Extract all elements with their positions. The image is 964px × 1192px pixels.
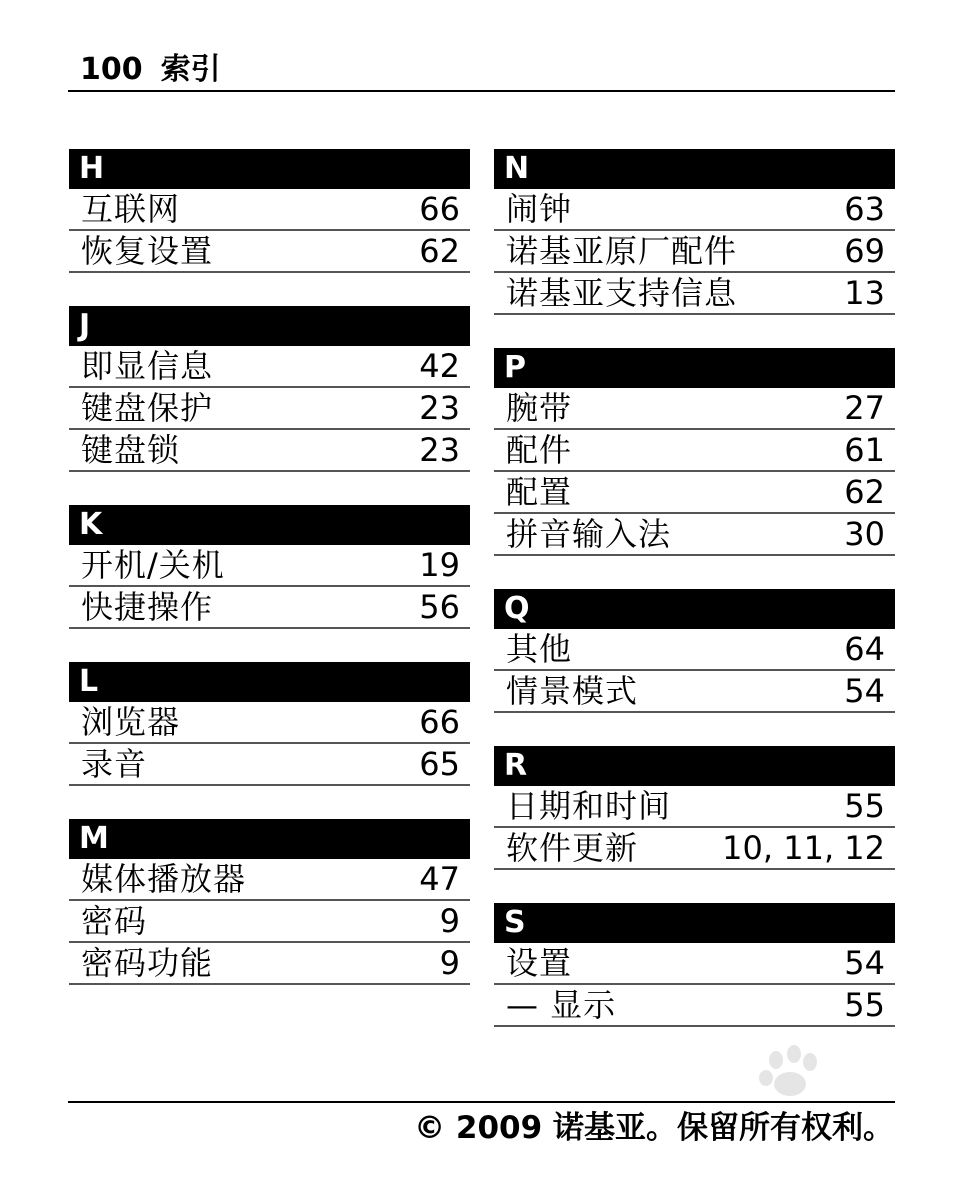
index-page-ref: 10, 11, 12 <box>722 829 885 867</box>
index-page-ref: 62 <box>844 473 885 511</box>
index-term: 腕带 <box>506 389 573 427</box>
index-term: — 显示 <box>506 986 617 1024</box>
index-term: 录音 <box>81 745 148 783</box>
index-term: 闹钟 <box>506 190 573 228</box>
index-entry <box>69 859 470 901</box>
index-entry <box>69 231 470 273</box>
index-entry <box>69 346 470 388</box>
page-title: 索引 <box>160 52 221 87</box>
index-page-ref: 64 <box>844 630 885 668</box>
index-term: 密码 <box>81 902 148 940</box>
index-term: 浏览器 <box>81 703 181 741</box>
section-letter-header: R <box>494 746 895 786</box>
index-section-q <box>494 589 895 713</box>
section-letter-header: L <box>69 662 470 702</box>
index-page-ref: 27 <box>844 389 885 427</box>
index-page-ref: 42 <box>419 347 460 385</box>
index-page-ref: 47 <box>419 860 460 898</box>
index-term: 媒体播放器 <box>81 860 247 898</box>
index-page-ref: 62 <box>419 232 460 270</box>
index-entry <box>69 587 470 629</box>
index-page-ref: 63 <box>844 190 885 228</box>
index-term: 快捷操作 <box>81 588 214 626</box>
index-page-ref: 61 <box>844 431 885 469</box>
index-entry <box>494 514 895 556</box>
page-number: 100 <box>80 52 143 87</box>
index-page-ref: 54 <box>844 944 885 982</box>
index-term: 设置 <box>506 944 573 982</box>
index-term: 键盘锁 <box>81 431 181 469</box>
index-term: 密码功能 <box>81 944 214 982</box>
section-letter-header: N <box>494 149 895 189</box>
index-entry <box>494 472 895 514</box>
index-page-ref: 69 <box>844 232 885 270</box>
index-page-ref: 66 <box>419 190 460 228</box>
index-entry <box>494 388 895 430</box>
index-section-l <box>69 662 470 786</box>
index-entry <box>69 744 470 786</box>
index-term: 日期和时间 <box>506 787 672 825</box>
index-page-ref: 65 <box>419 745 460 783</box>
index-term: 配置 <box>506 473 573 511</box>
index-entry <box>69 943 470 985</box>
index-section-r <box>494 746 895 870</box>
index-page-ref: 13 <box>844 274 885 312</box>
index-entry <box>69 189 470 231</box>
index-page-ref: 56 <box>419 588 460 626</box>
index-term: 软件更新 <box>506 829 639 867</box>
index-term: 诺基亚支持信息 <box>506 274 738 312</box>
index-term: 诺基亚原厂配件 <box>506 232 738 270</box>
index-section-h <box>69 149 470 273</box>
index-page-ref: 30 <box>844 515 885 553</box>
index-page-ref: 55 <box>844 787 885 825</box>
index-page-ref: 66 <box>419 703 460 741</box>
index-term: 开机/关机 <box>81 546 225 584</box>
section-letter-header: P <box>494 348 895 388</box>
index-term: 拼音输入法 <box>506 515 672 553</box>
index-section-j <box>69 306 470 472</box>
index-section-s <box>494 903 895 1027</box>
index-column-right <box>494 149 895 1060</box>
index-page-ref: 23 <box>419 389 460 427</box>
section-letter-header: M <box>69 819 470 859</box>
footer-divider <box>68 1101 895 1103</box>
index-term: 其他 <box>506 630 573 668</box>
index-page-ref: 54 <box>844 672 885 710</box>
copyright-notice: © 2009 诺基亚。保留所有权利。 <box>414 1110 894 1146</box>
index-entry <box>494 189 895 231</box>
index-term: 配件 <box>506 431 573 469</box>
index-section-p <box>494 348 895 556</box>
index-column-left <box>69 149 470 1018</box>
index-term: 即显信息 <box>81 347 214 385</box>
index-entry <box>494 430 895 472</box>
index-entry <box>494 273 895 315</box>
index-term: 互联网 <box>81 190 181 228</box>
index-entry <box>494 671 895 713</box>
index-entry <box>494 629 895 671</box>
index-page-ref: 23 <box>419 431 460 469</box>
index-entry <box>69 901 470 943</box>
index-term: 键盘保护 <box>81 389 214 427</box>
page-header <box>68 50 895 92</box>
index-entry <box>494 943 895 985</box>
index-term: 恢复设置 <box>81 232 214 270</box>
section-letter-header: Q <box>494 589 895 629</box>
index-term: 情景模式 <box>506 672 639 710</box>
index-page-ref: 19 <box>419 546 460 584</box>
section-letter-header: K <box>69 505 470 545</box>
index-entry <box>69 388 470 430</box>
index-entry <box>494 828 895 870</box>
index-section-m <box>69 819 470 985</box>
section-letter-header: S <box>494 903 895 943</box>
index-entry <box>494 786 895 828</box>
section-letter-header: H <box>69 149 470 189</box>
index-entry <box>494 231 895 273</box>
index-entry <box>69 545 470 587</box>
index-section-k <box>69 505 470 629</box>
index-section-n <box>494 149 895 315</box>
index-entry <box>69 702 470 744</box>
index-entry <box>494 985 895 1027</box>
index-page-ref: 9 <box>439 902 460 940</box>
section-letter-header: J <box>69 306 470 346</box>
index-page-ref: 55 <box>844 986 885 1024</box>
index-entry <box>69 430 470 472</box>
index-page-ref: 9 <box>439 944 460 982</box>
